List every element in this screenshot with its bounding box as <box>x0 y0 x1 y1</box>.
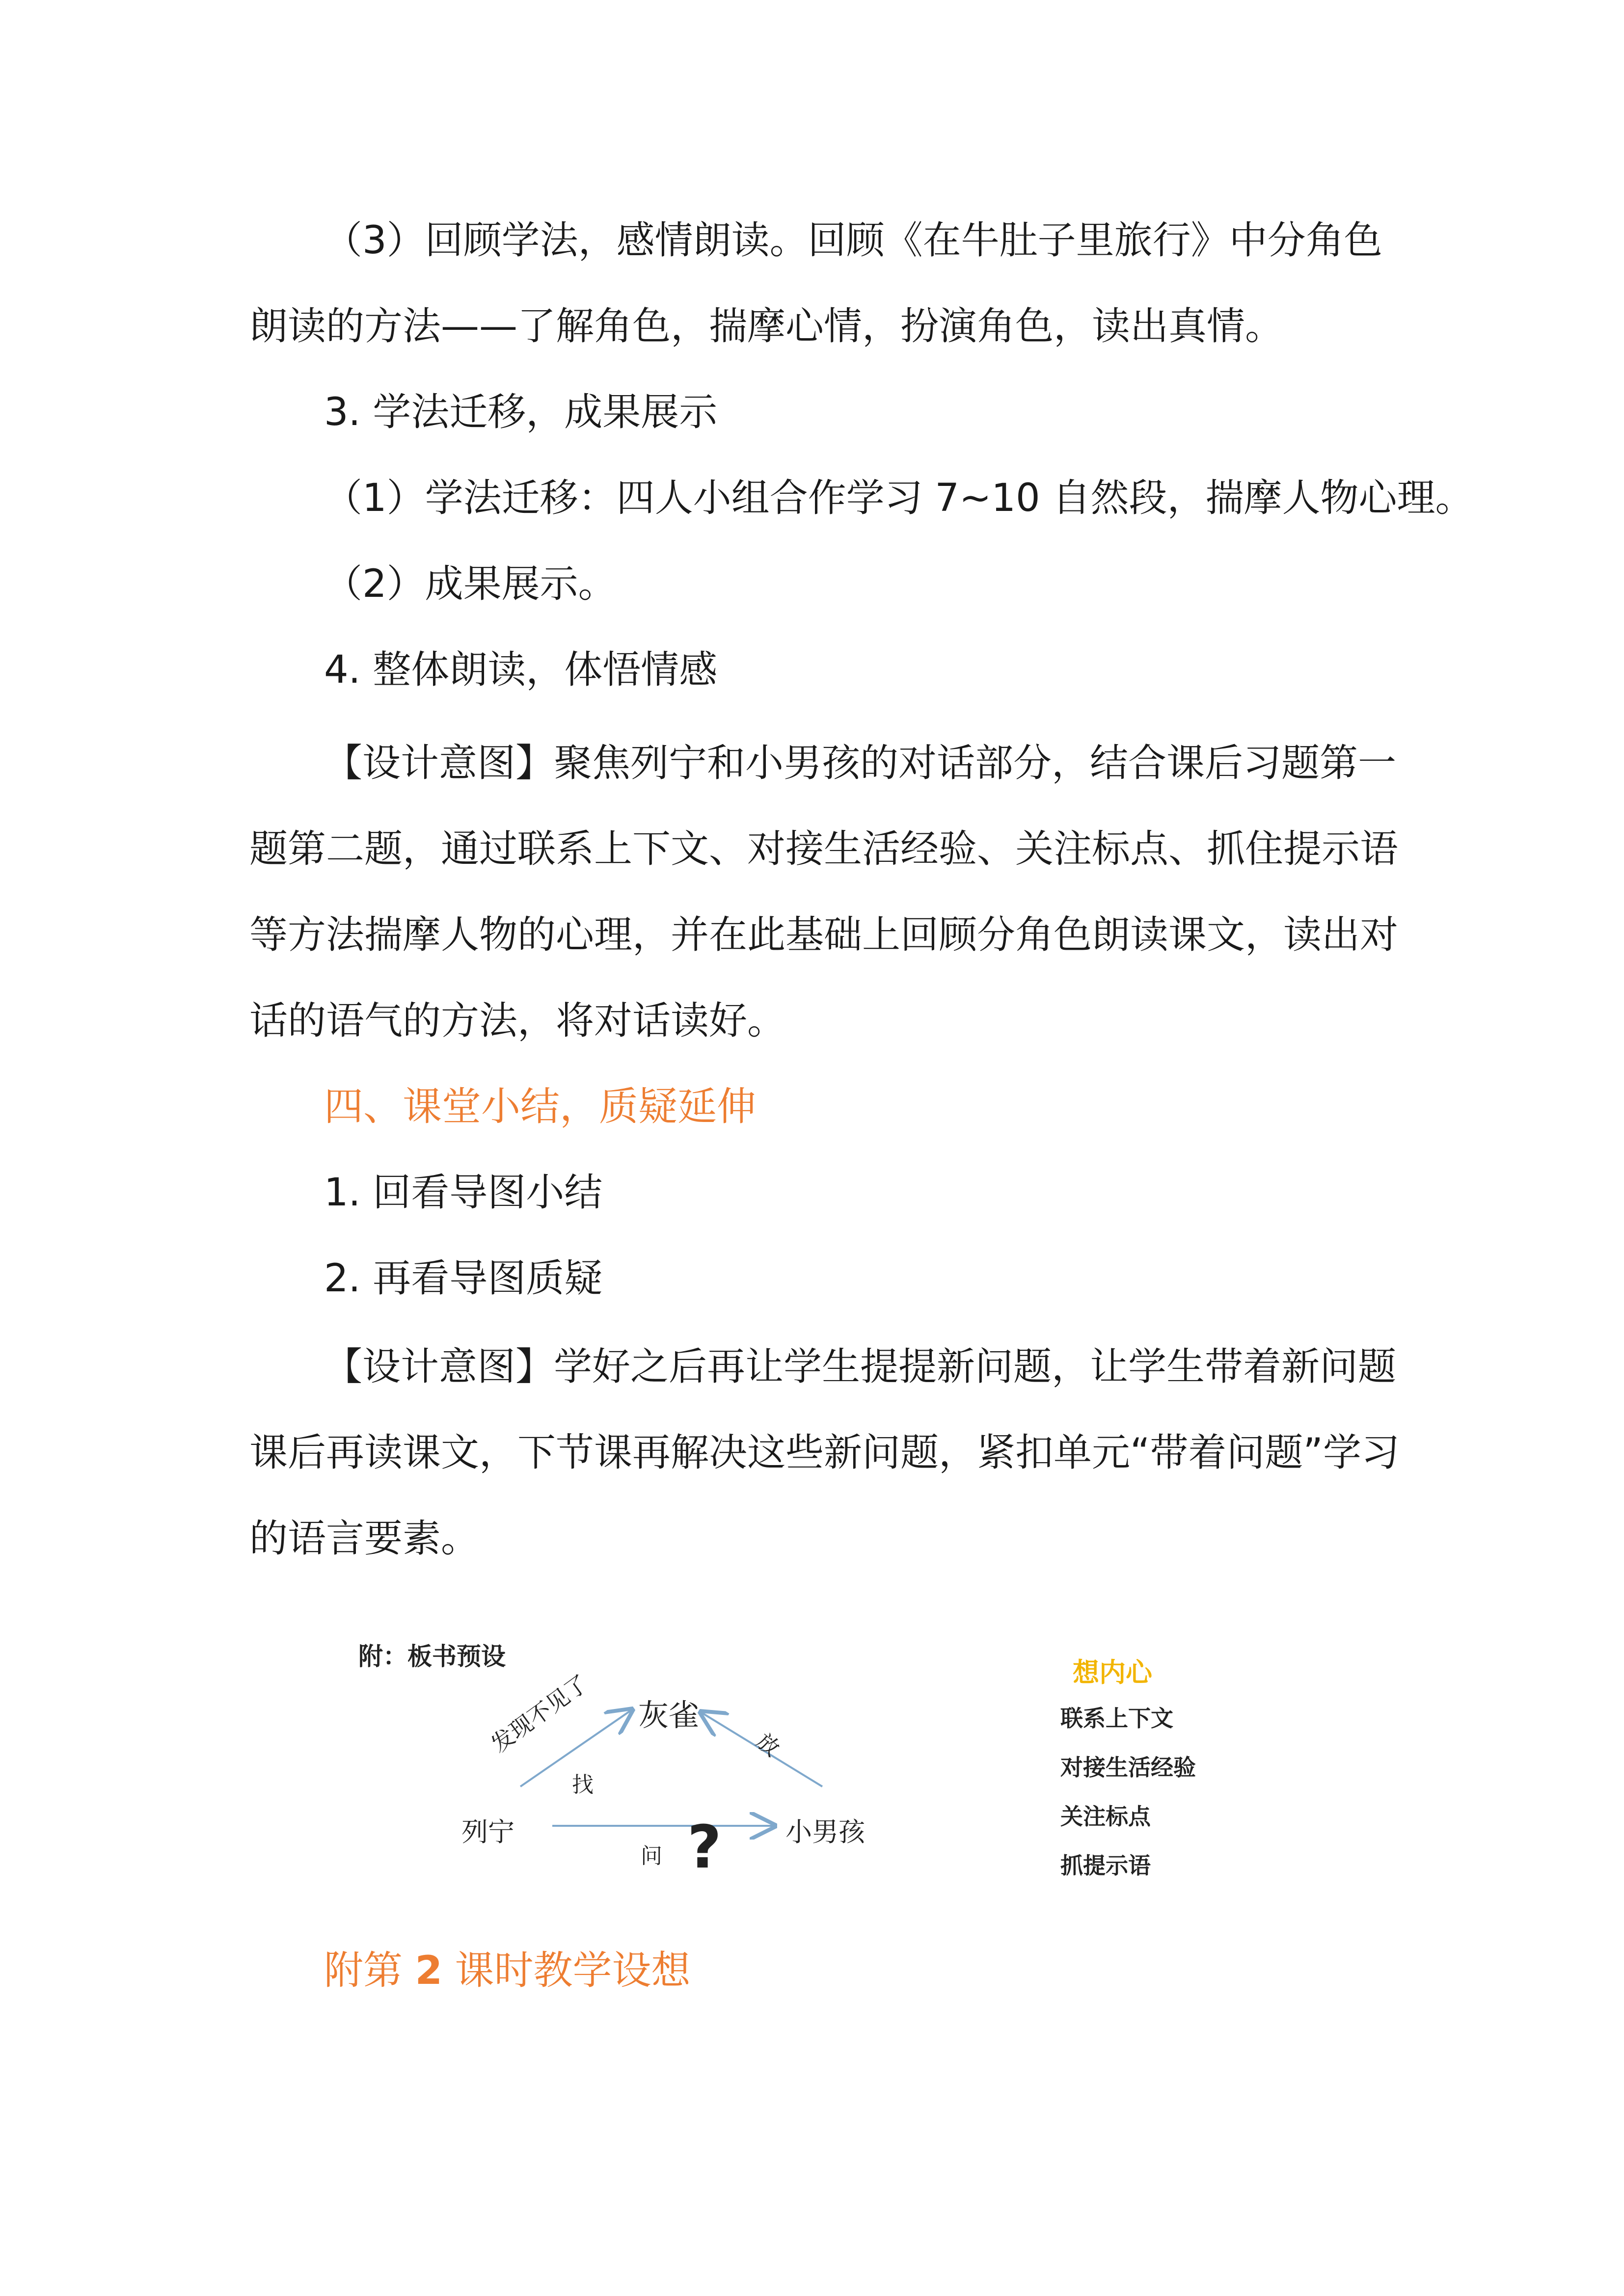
summary-item-1: 1. 回看导图小结 <box>324 1171 603 1215</box>
appendix-number: 2 <box>415 1948 443 1993</box>
appendix-prefix: 附第 <box>324 1948 403 1993</box>
design-intent-1-line4: 话的语气的方法，将对话读好。 <box>249 999 786 1043</box>
board-title: 附：板书预设 <box>358 1642 506 1671</box>
side-item-1: 联系上下文 <box>1060 1705 1173 1732</box>
side-item-2: 对接生活经验 <box>1060 1754 1196 1781</box>
section-4-title: 4. 整体朗读，体悟情感 <box>324 648 718 692</box>
edge-label-return: 放 <box>751 1728 785 1762</box>
design-intent-1-line2: 题第二题，通过联系上下文、对接生活经验、关注标点、抓住提示语 <box>249 827 1399 871</box>
design-intent-2-line1: 【设计意图】学好之后再让学生提提新问题，让学生带着新问题 <box>324 1345 1397 1389</box>
node-huique: 灰雀 <box>638 1697 700 1733</box>
node-liening: 列宁 <box>461 1816 514 1847</box>
section-3-title: 3. 学法迁移，成果展示 <box>324 390 718 434</box>
design-intent-1-line1: 【设计意图】聚焦列宁和小男孩的对话部分，结合课后习题第一 <box>324 741 1397 785</box>
edge-label-found: 发现不见了 <box>486 1670 594 1758</box>
appendix-heading <box>324 1946 1404 1995</box>
section-3-item-2: （2）成果展示。 <box>324 562 617 606</box>
section-3-item-1: （1）学法迁移：四人小组合作学习 7~10 自然段，揣摩人物心理。 <box>324 476 1474 520</box>
node-boy: 小男孩 <box>785 1816 865 1847</box>
edge-label-ask: 问 <box>641 1843 662 1869</box>
side-item-4: 抓提示语 <box>1060 1852 1151 1879</box>
paragraph-review-line2: 朗读的方法——了解角色，揣摩心情，扮演角色，读出真情。 <box>249 304 1284 348</box>
design-intent-2-line3: 的语言要素。 <box>249 1517 480 1561</box>
side-title: 想内心 <box>1073 1656 1152 1688</box>
heading-summary: 四、课堂小结，质疑延伸 <box>324 1084 756 1129</box>
question-mark-icon: ? <box>687 1814 722 1882</box>
appendix-suffix: 课时教学设想 <box>455 1948 691 1993</box>
design-intent-1-line3: 等方法揣摩人物的心理，并在此基础上回顾分角色朗读课文，读出对 <box>249 913 1399 957</box>
design-intent-2-line2: 课后再读课文，下节课再解决这些新问题，紧扣单元“带着问题”学习 <box>249 1431 1400 1475</box>
paragraph-review-line1: （3）回顾学法，感情朗读。回顾《在牛肚子里旅行》中分角色 <box>324 218 1382 263</box>
side-item-3: 关注标点 <box>1060 1803 1151 1830</box>
edge-label-find: 找 <box>572 1772 594 1797</box>
summary-item-2: 2. 再看导图质疑 <box>324 1256 603 1301</box>
